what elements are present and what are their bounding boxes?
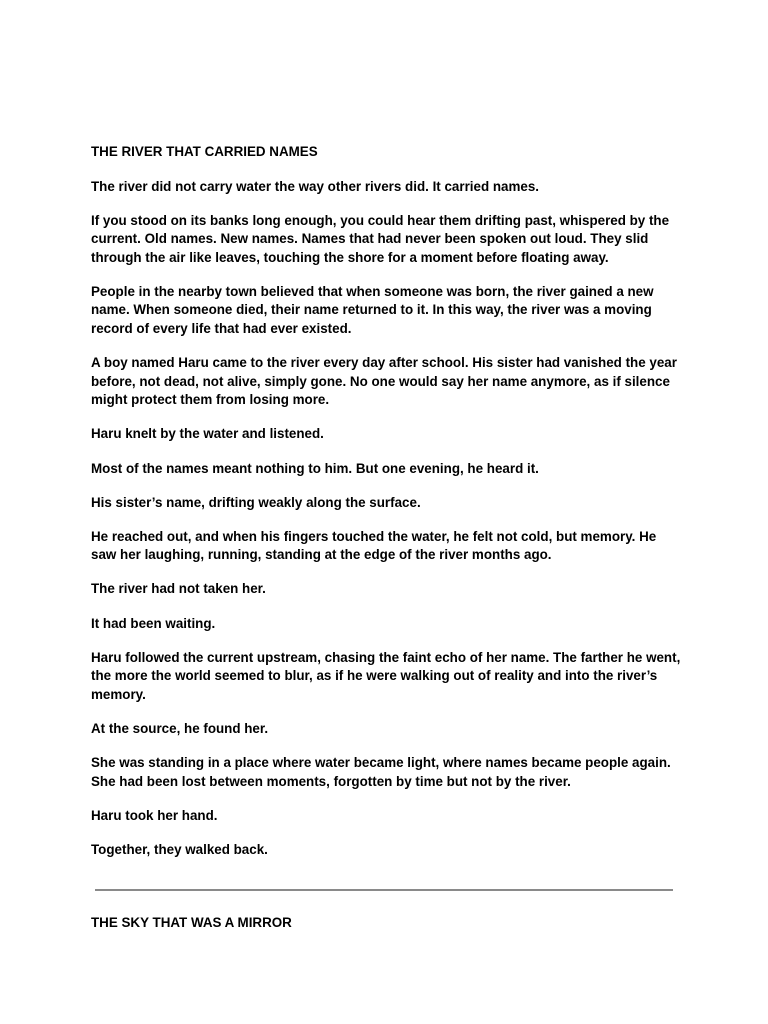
section-divider xyxy=(95,889,673,891)
paragraph: She was standing in a place where water became light, where names became people again. She had been lost between moments, forgotten by time but not by the river. xyxy=(91,754,671,789)
paragraph: At the source, he found her. xyxy=(91,720,269,736)
paragraph: It had been waiting. xyxy=(91,615,216,631)
paragraph: His sister’s name, drifting weakly along the surface. xyxy=(91,494,421,510)
story-title-sky: THE SKY THAT WAS A MIRROR xyxy=(91,915,292,930)
story-title: THE RIVER THAT CARRIED NAMES xyxy=(91,144,318,159)
paragraph: The river did not carry water the way other rivers did. It carried names. xyxy=(91,178,539,194)
paragraph: Haru knelt by the water and listened. xyxy=(91,426,324,442)
paragraph: Haru took her hand. xyxy=(91,807,218,823)
paragraph: Haru followed the current upstream, chasing the faint echo of her name. The farther he went, the more the world seemed to blur, as if he were walking out of reality and into the river’s memory. xyxy=(91,649,681,702)
paragraph: People in the nearby town believed that when someone was born, the river gained a new name. When someone died, their name returned to it. In this way, the river was a moving record of every life that had ever existed. xyxy=(91,283,654,337)
paragraph: Together, they walked back. xyxy=(91,841,268,857)
paragraph: A boy named Haru came to the river every day after school. His sister had vanished the year before, not dead, not alive, simply gone. No one would say her name anymore, as if silence might protect them from losing more. xyxy=(91,355,677,408)
paragraph: He reached out, and when his fingers touched the water, he felt not cold, but memory. He saw her laughing, running, standing at the edge of the river months ago. xyxy=(91,528,657,563)
story-river xyxy=(91,143,681,875)
paragraph: The river had not taken her. xyxy=(91,581,266,597)
paragraph: If you stood on its banks long enough, you could hear them drifting past, whispered by the current. Old names. New names. Names that had never been spoken out loud. They slid through the air like leaves, touching the shore for a moment before floating away. xyxy=(91,212,670,265)
paragraph: Most of the names meant nothing to him. But one evening, he heard it. xyxy=(91,460,539,476)
